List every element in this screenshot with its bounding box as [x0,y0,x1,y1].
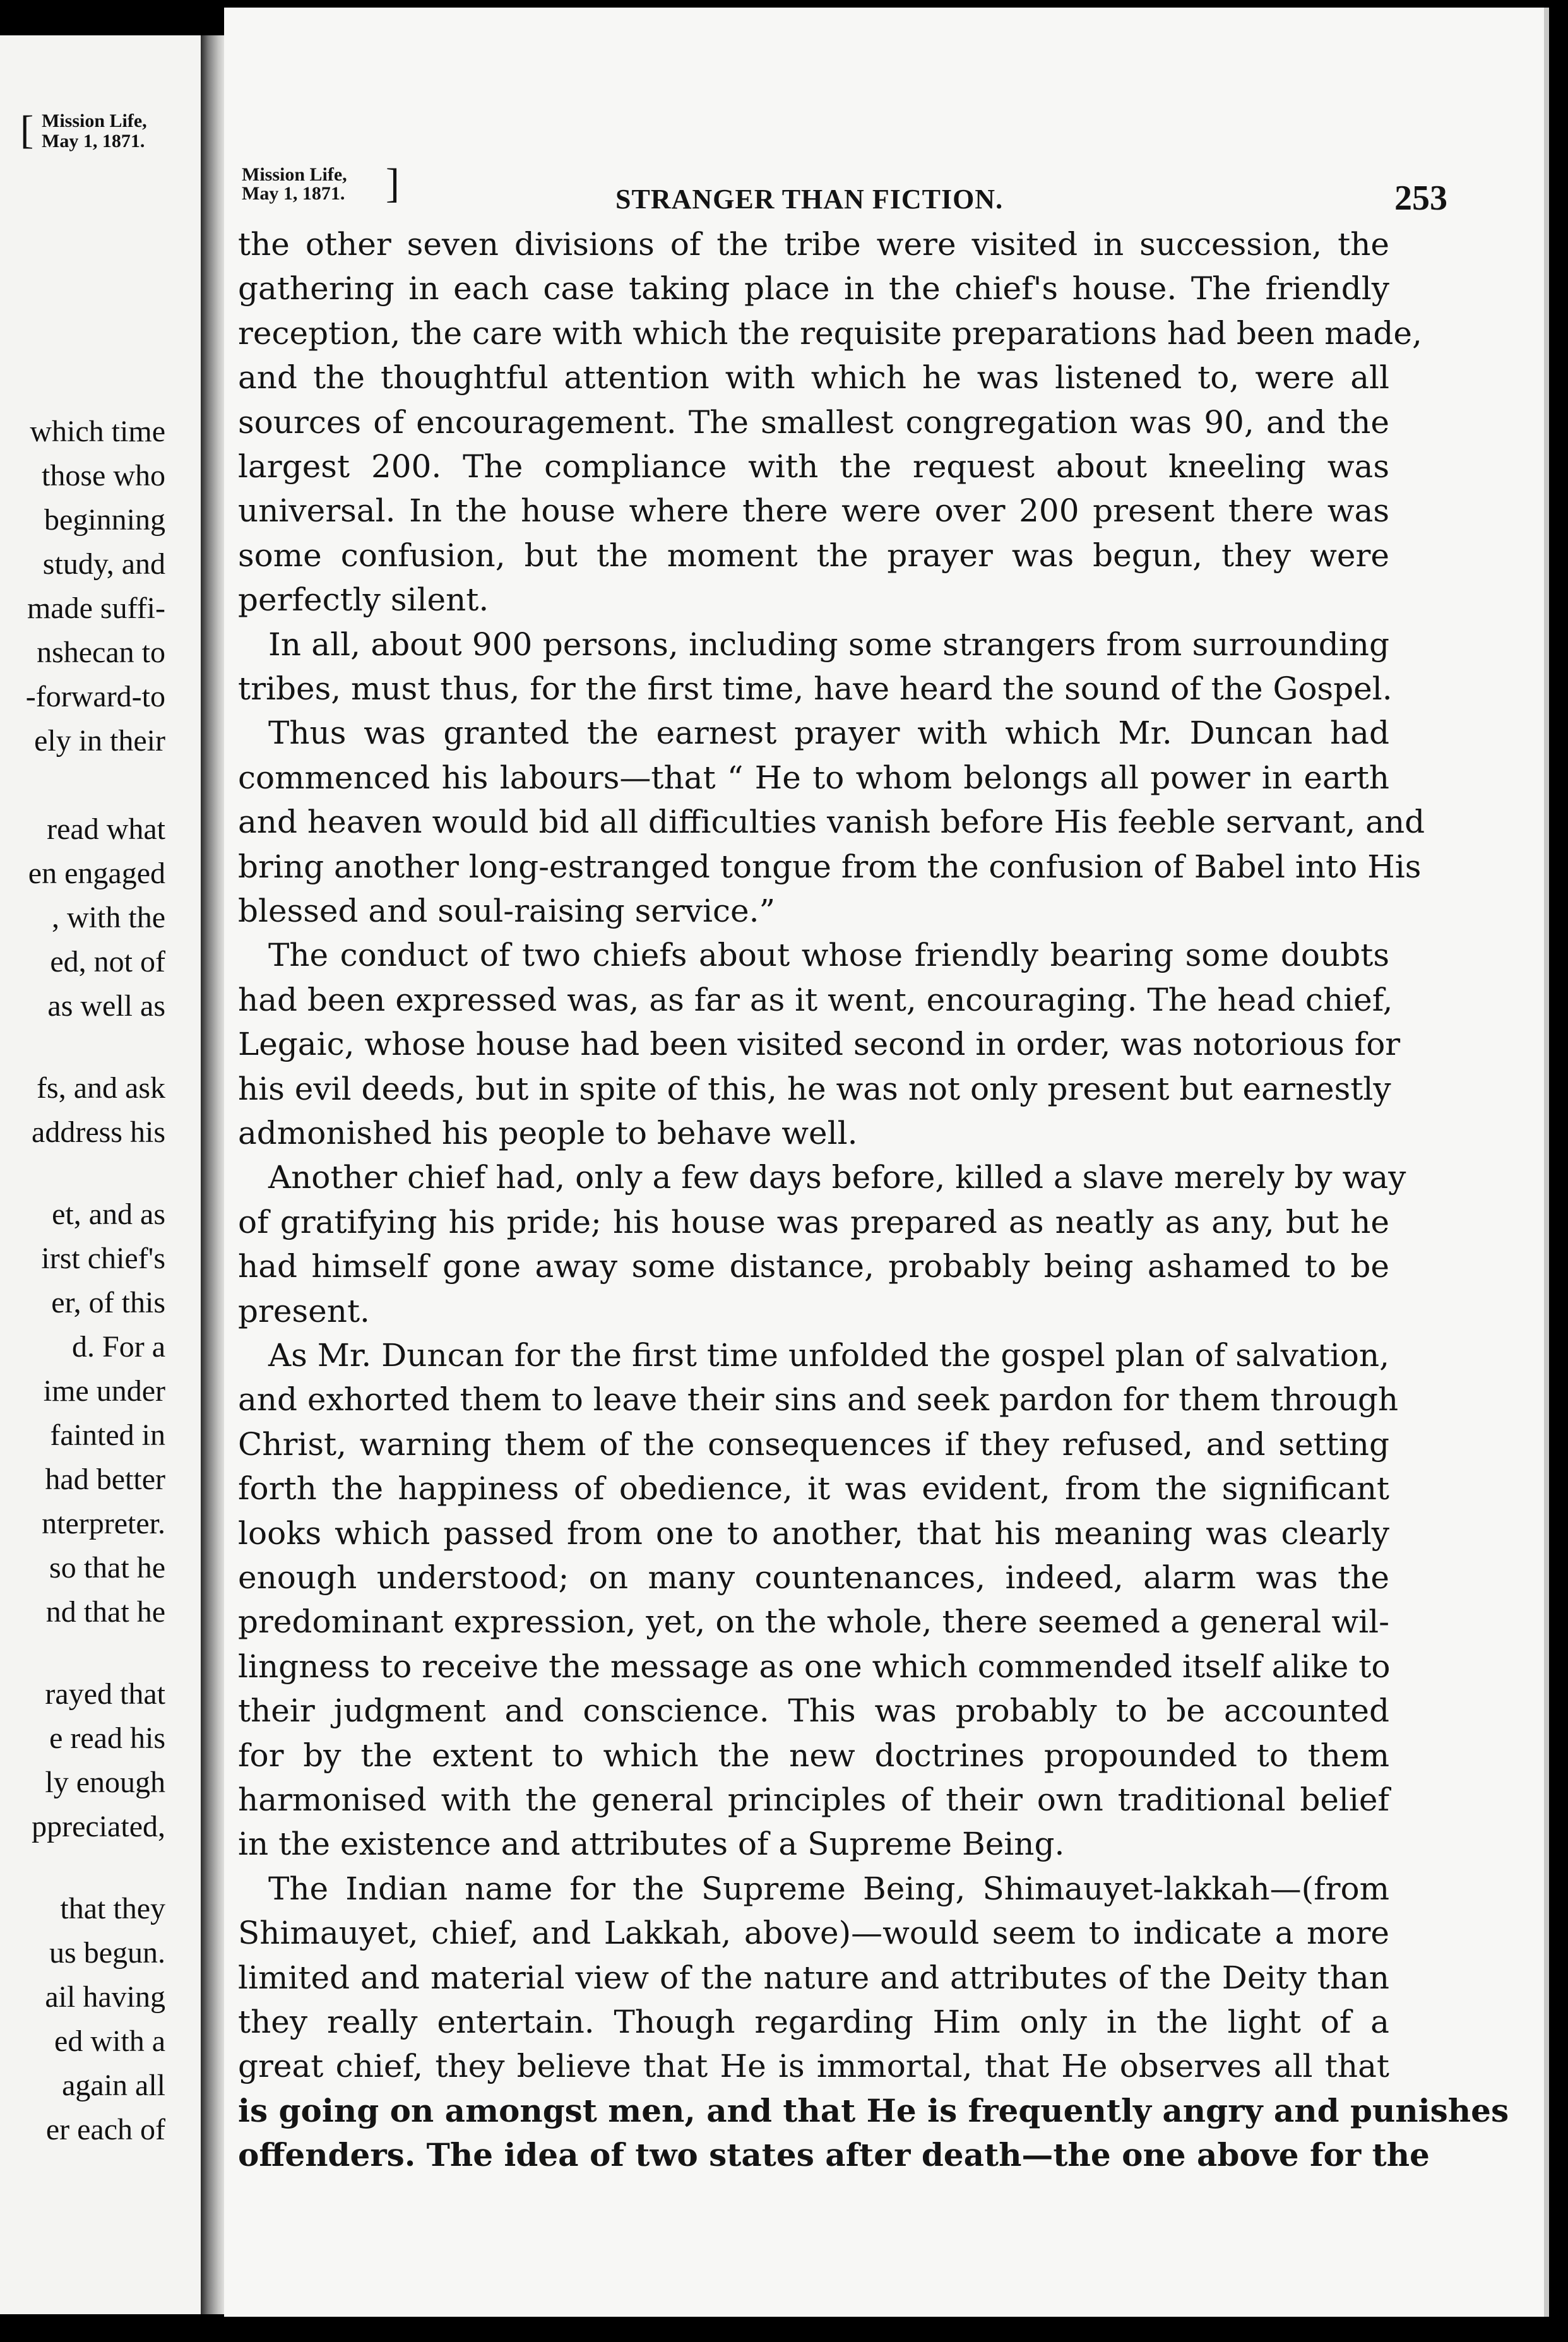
text-line: of gratifying his pride; his house was prepared as neatly as any, but he [238,1204,1389,1240]
facing-header-line-1: Mission Life, [42,110,147,131]
text-line: The Indian name for the Supreme Being, Shimauyet-lakkah—(from [268,1870,1389,1907]
facing-page-line: er each of [45,2113,165,2146]
chapter-title: STRANGER THAN FICTION. [615,184,1004,215]
text-line: had himself gone away some distance, probably being ashamed to be [238,1248,1389,1285]
facing-page-line: so that he [49,1551,165,1584]
text-line: Shimauyet, chief, and Lakkah, above)—would seem to indicate a more [238,1915,1389,1951]
text-line: offenders. The idea of two states after death—the one above for the [238,2136,1430,2173]
facing-page-line: as well as [47,989,165,1023]
text-line: lingness to receive the message as one which commended itself alike to [238,1648,1391,1685]
facing-page-line: e read his [49,1721,165,1755]
facing-page-line: ely in their [34,724,165,758]
text-line: and heaven would bid all difficulties vanish before His feeble servant, and [238,804,1425,840]
facing-page-line: address his [32,1115,165,1149]
page-edge [1544,8,1549,2317]
running-head [224,160,1544,218]
facing-page-line: ppreciated, [32,1810,165,1843]
text-line: for by the extent to which the new doctrines propounded to them [238,1737,1389,1774]
facing-page-line: beginning [44,503,165,537]
text-line: limited and material view of the nature and attributes of the Deity than [238,1959,1389,1996]
text-line: their judgment and conscience. This was probably to be accounted [238,1692,1389,1729]
facing-page-line: irst chief's [41,1242,165,1275]
facing-page [0,35,201,2314]
text-line: sources of encouragement. The smallest congregation was 90, and the [238,404,1389,441]
text-line: the other seven divisions of the tribe were visited in succession, the [238,226,1389,263]
text-line: Thus was granted the earnest prayer with which Mr. Duncan had [268,715,1389,751]
facing-page-line: us begun. [49,1936,165,1970]
facing-page-line: again all [62,2069,165,2102]
text-line: and exhorted them to leave their sins and seek pardon for them through [238,1381,1399,1418]
facing-page-line: ed, not of [50,945,165,978]
text-line: in the existence and attributes of a Supreme Being. [238,1826,1065,1862]
text-line: In all, about 900 persons, including some strangers from surrounding [268,626,1389,663]
text-line: gathering in each case taking place in the chief's house. The friendly [238,270,1389,307]
text-line: great chief, they believe that He is immortal, that He observes all that [238,2048,1389,2084]
facing-page-line: ly enough [45,1766,165,1799]
text-line: commenced his labours—that “ He to whom belongs all power in earth [238,759,1389,796]
facing-page-line: er, of this [51,1286,165,1319]
header-bracket: [ [20,107,34,152]
facing-page-line: nterpreter. [42,1507,165,1540]
text-line: Legaic, whose house had been visited second in order, was notorious for [238,1026,1401,1062]
text-line: tribes, must thus, for the first time, have heard the sound of the Gospel. [238,670,1393,707]
facing-header-line-2: May 1, 1871. [42,131,145,152]
text-line: universal. In the house where there were over 200 present there was [238,492,1389,529]
facing-page-line: nd that he [45,1595,165,1629]
facing-page-line: fs, and ask [37,1071,165,1105]
issue-reference-line-2: May 1, 1871. [242,183,345,204]
text-line: The conduct of two chiefs about whose friendly bearing some doubts [268,937,1389,973]
text-line: forth the happiness of obedience, it was evident, from the significant [238,1470,1389,1507]
text-line: enough understood; on many countenances, indeed, alarm was the [238,1559,1389,1596]
facing-page-line: rayed that [45,1677,165,1711]
issue-reference-line-1: Mission Life, [242,164,347,185]
facing-page-line: fainted in [50,1418,165,1452]
text-line: reception, the care with which the requisite preparations had been made, [238,315,1422,352]
facing-page-line: made suffi- [27,591,165,625]
page-number: 253 [1394,179,1447,218]
text-line: is going on amongst men, and that He is frequently angry and punishes [238,2092,1509,2129]
text-line: some confusion, but the moment the prayer was begun, they were [238,537,1389,574]
facing-page-line: those who [42,459,165,492]
text-line: largest 200. The compliance with the request about kneeling was [238,448,1389,485]
facing-page-line: that they [60,1892,165,1925]
facing-page-line: ed with a [54,2024,165,2058]
facing-page-line: nshecan to [37,636,165,669]
text-line: perfectly silent. [238,581,489,618]
facing-page-line: , with the [52,901,165,934]
facing-page-line: which time [30,415,165,448]
text-line: they really entertain. Though regarding Him only in the light of a [238,2004,1389,2040]
book-page [224,8,1544,2317]
facing-page-line: read what [47,812,165,846]
text-line: Another chief had, only a few days before, killed a slave merely by way [268,1159,1406,1196]
facing-page-line: had better [45,1463,165,1496]
facing-page-line: -forward-to [25,680,165,713]
text-line: looks which passed from one to another, that his meaning was clearly [238,1515,1389,1552]
header-bracket: ] [386,160,400,206]
text-line: his evil deeds, but in spite of this, he was not only present but earnestly [238,1071,1391,1107]
facing-page-line: en engaged [28,857,165,890]
issue-reference [242,160,400,206]
facing-page-line: study, and [42,547,165,581]
text-line: admonished his people to behave well. [238,1115,858,1151]
facing-page-line: et, and as [52,1198,165,1231]
text-line: blessed and soul-raising service.” [238,893,776,929]
text-line: present. [238,1293,370,1329]
text-line: Christ, warning them of the consequences if they refused, and setting [238,1426,1389,1463]
facing-page-line: d. For a [72,1330,165,1364]
text-line: As Mr. Duncan for the first time unfolded the gospel plan of salvation, [268,1337,1389,1374]
text-line: and the thoughtful attention with which he was listened to, were all [238,359,1389,396]
facing-page-line: ail having [45,1980,165,2014]
text-line: had been expressed was, as far as it went, encouraging. The head chief, [238,982,1393,1018]
book-gutter [201,35,226,2314]
text-line: harmonised with the general principles of their own traditional belief [238,1781,1389,1818]
facing-page-line: ime under [43,1374,165,1408]
text-line: predominant expression, yet, on the whole, there seemed a general wil- [238,1603,1389,1640]
facing-page-header [20,107,147,152]
text-line: bring another long-estranged tongue from the confusion of Babel into His [238,848,1422,885]
